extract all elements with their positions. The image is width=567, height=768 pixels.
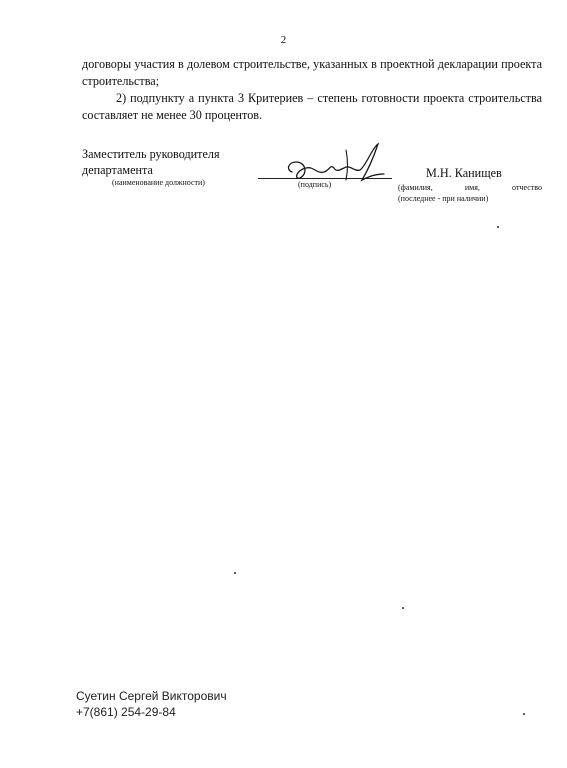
signatory-name: М.Н. Канищев	[426, 166, 502, 180]
executor-name: Суетин Сергей Викторович	[76, 689, 227, 703]
position-caption: (наименование должности)	[112, 178, 205, 187]
executor-info	[76, 688, 227, 720]
page-number: 2	[280, 34, 287, 46]
signatory-position	[82, 146, 220, 178]
name-caption	[398, 182, 542, 204]
caption-patronymic: отчество	[512, 183, 542, 192]
scan-speck	[402, 607, 404, 609]
paragraph-criteria: 2) подпункту а пункта 3 Критериев – степень готовности проекта строительства составляет не менее 30 процентов.	[82, 91, 542, 122]
executor-phone: +7(861) 254-29-84	[76, 705, 176, 719]
scan-speck	[234, 572, 236, 574]
position-line-1: Заместитель руководителя	[82, 147, 220, 161]
signature-caption: (подпись)	[298, 180, 332, 189]
handwritten-signature	[280, 140, 390, 190]
caption-note: (последнее - при наличии)	[398, 194, 489, 203]
caption-surname: (фамилия,	[398, 183, 433, 192]
scan-speck	[497, 226, 499, 228]
position-line-2: департамента	[82, 163, 153, 177]
scan-speck	[523, 713, 525, 715]
caption-firstname: имя,	[464, 183, 480, 192]
paragraph-continuation: договоры участия в долевом строительстве, указанных в проектной декларации проекта строительства;	[82, 57, 542, 88]
